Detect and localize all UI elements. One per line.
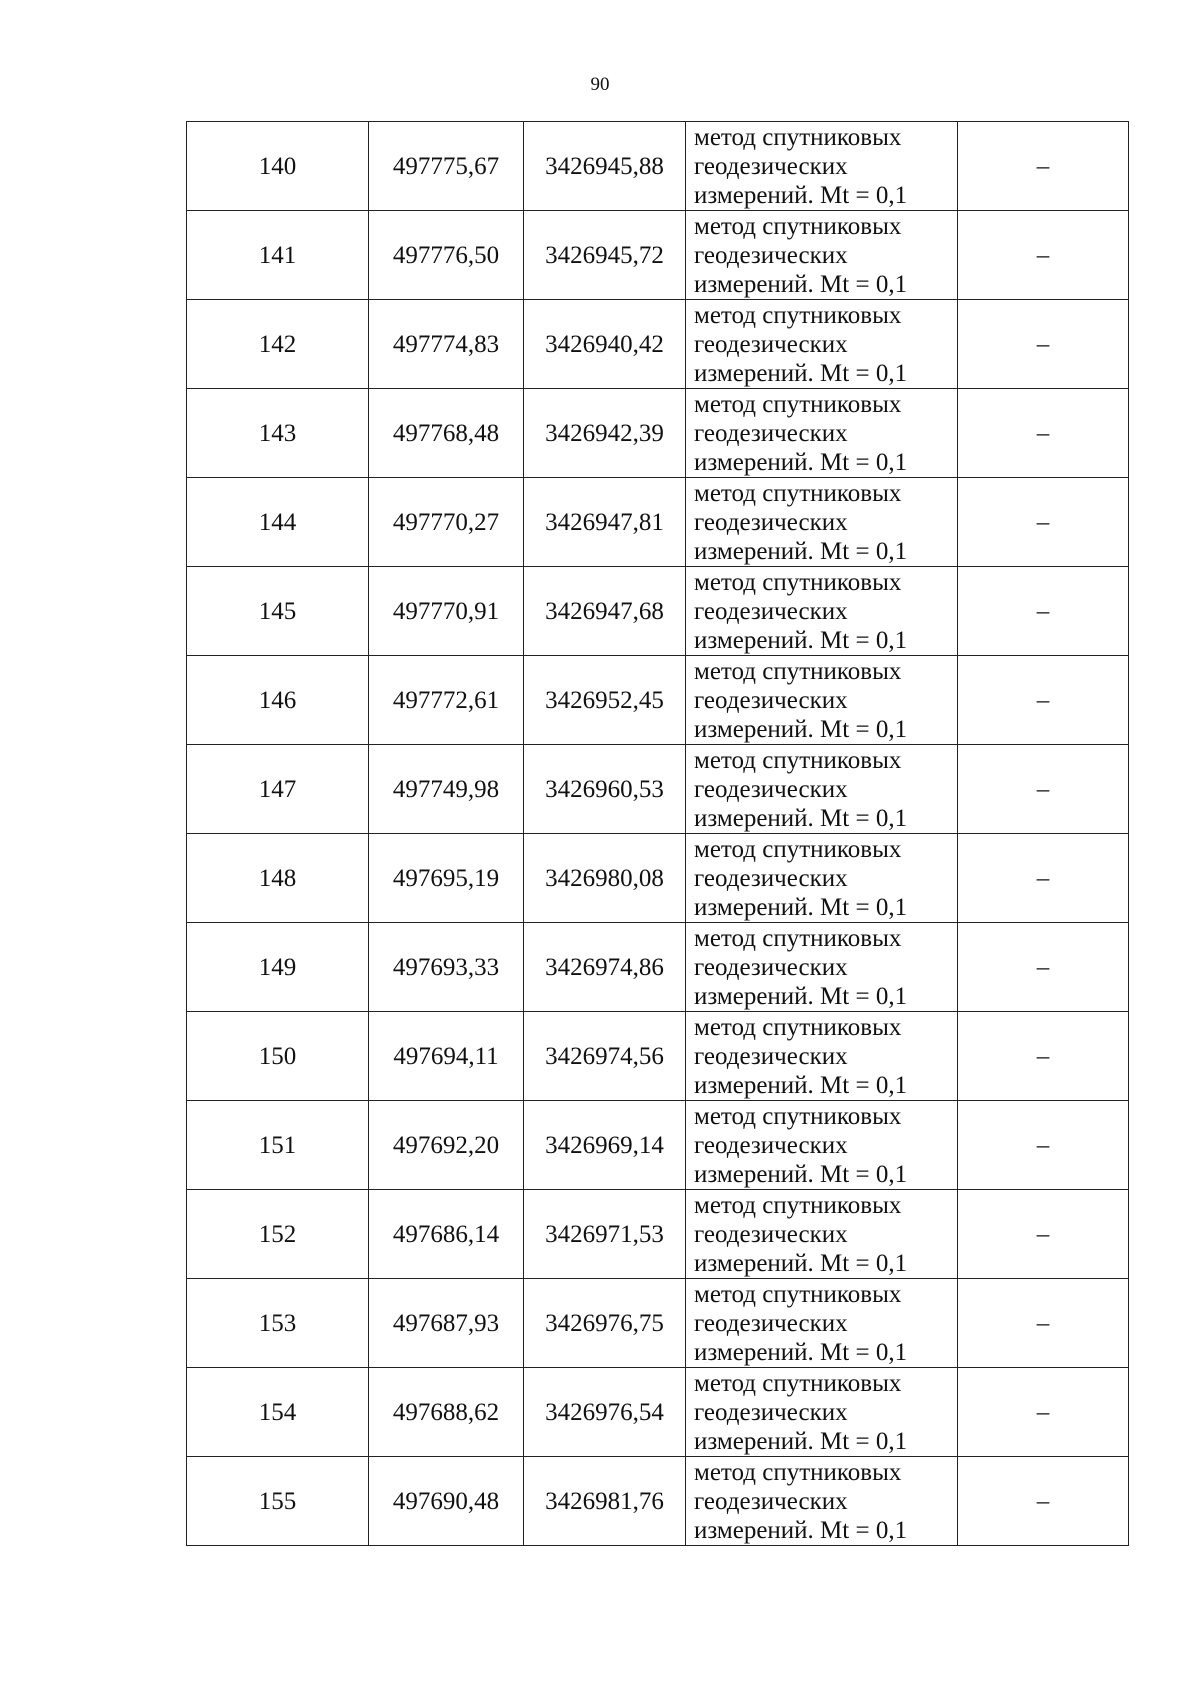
method-line: измерений. Mt = 0,1 — [694, 626, 908, 654]
method-line: геодезических — [694, 775, 848, 803]
method-line: метод спутниковых — [694, 1280, 902, 1308]
method-line: измерений. Mt = 0,1 — [694, 804, 908, 832]
method-line: метод спутниковых — [694, 924, 902, 952]
method-line: измерений. Mt = 0,1 — [694, 982, 908, 1010]
method-line: метод спутниковых — [694, 301, 902, 329]
table-row — [187, 211, 1129, 300]
method-cell — [686, 745, 958, 834]
y-coordinate-cell: 3426940,42 — [524, 300, 686, 389]
point-number-cell: 153 — [187, 1279, 369, 1368]
point-number-cell: 144 — [187, 478, 369, 567]
table-row — [187, 478, 1129, 567]
point-number-cell: 140 — [187, 122, 369, 211]
y-coordinate-cell: 3426969,14 — [524, 1101, 686, 1190]
method-line: геодезических — [694, 597, 848, 625]
method-cell — [686, 1101, 958, 1190]
method-cell — [686, 1190, 958, 1279]
y-coordinate-cell: 3426976,54 — [524, 1368, 686, 1457]
x-coordinate-cell: 497687,93 — [369, 1279, 524, 1368]
table-row — [187, 1457, 1129, 1546]
method-cell — [686, 1457, 958, 1546]
table-row — [187, 745, 1129, 834]
method-line: геодезических — [694, 1398, 848, 1426]
table-row — [187, 122, 1129, 211]
y-coordinate-cell: 3426980,08 — [524, 834, 686, 923]
point-number-cell: 142 — [187, 300, 369, 389]
method-line: геодезических — [694, 1131, 848, 1159]
method-cell — [686, 656, 958, 745]
method-line: измерений. Mt = 0,1 — [694, 1249, 908, 1277]
note-cell: – — [958, 1012, 1129, 1101]
point-number-cell: 143 — [187, 389, 369, 478]
method-line: измерений. Mt = 0,1 — [694, 537, 908, 565]
method-line: метод спутниковых — [694, 212, 902, 240]
method-line: метод спутниковых — [694, 657, 902, 685]
method-line: геодезических — [694, 864, 848, 892]
method-line: геодезических — [694, 241, 848, 269]
method-line: измерений. Mt = 0,1 — [694, 1160, 908, 1188]
note-cell: – — [958, 478, 1129, 567]
x-coordinate-cell: 497695,19 — [369, 834, 524, 923]
method-cell — [686, 1279, 958, 1368]
method-line: измерений. Mt = 0,1 — [694, 359, 908, 387]
method-cell — [686, 300, 958, 389]
method-line: метод спутниковых — [694, 746, 902, 774]
point-number-cell: 146 — [187, 656, 369, 745]
method-line: измерений. Mt = 0,1 — [694, 715, 908, 743]
y-coordinate-cell: 3426942,39 — [524, 389, 686, 478]
method-line: геодезических — [694, 152, 848, 180]
method-line: измерений. Mt = 0,1 — [694, 448, 908, 476]
point-number-cell: 149 — [187, 923, 369, 1012]
coordinates-table — [186, 121, 1129, 1546]
method-cell — [686, 211, 958, 300]
x-coordinate-cell: 497749,98 — [369, 745, 524, 834]
method-line: геодезических — [694, 419, 848, 447]
method-cell — [686, 1368, 958, 1457]
table-row — [187, 567, 1129, 656]
x-coordinate-cell: 497776,50 — [369, 211, 524, 300]
table-row — [187, 300, 1129, 389]
method-cell — [686, 1012, 958, 1101]
x-coordinate-cell: 497772,61 — [369, 656, 524, 745]
x-coordinate-cell: 497770,27 — [369, 478, 524, 567]
method-line: метод спутниковых — [694, 1369, 902, 1397]
method-line: метод спутниковых — [694, 123, 902, 151]
table-row — [187, 1368, 1129, 1457]
method-line: измерений. Mt = 0,1 — [694, 181, 908, 209]
x-coordinate-cell: 497686,14 — [369, 1190, 524, 1279]
x-coordinate-cell: 497774,83 — [369, 300, 524, 389]
method-line: измерений. Mt = 0,1 — [694, 1071, 908, 1099]
table-row — [187, 656, 1129, 745]
method-line: геодезических — [694, 330, 848, 358]
note-cell: – — [958, 923, 1129, 1012]
method-line: измерений. Mt = 0,1 — [694, 270, 908, 298]
point-number-cell: 145 — [187, 567, 369, 656]
point-number-cell: 154 — [187, 1368, 369, 1457]
x-coordinate-cell: 497693,33 — [369, 923, 524, 1012]
method-cell — [686, 478, 958, 567]
note-cell: – — [958, 211, 1129, 300]
y-coordinate-cell: 3426981,76 — [524, 1457, 686, 1546]
y-coordinate-cell: 3426974,86 — [524, 923, 686, 1012]
note-cell: – — [958, 122, 1129, 211]
method-line: метод спутниковых — [694, 835, 902, 863]
note-cell: – — [958, 1368, 1129, 1457]
y-coordinate-cell: 3426945,88 — [524, 122, 686, 211]
coordinates-table-body — [187, 122, 1129, 1546]
point-number-cell: 151 — [187, 1101, 369, 1190]
table-row — [187, 1190, 1129, 1279]
note-cell: – — [958, 1101, 1129, 1190]
method-line: геодезических — [694, 508, 848, 536]
note-cell: – — [958, 1457, 1129, 1546]
y-coordinate-cell: 3426974,56 — [524, 1012, 686, 1101]
method-line: геодезических — [694, 1220, 848, 1248]
method-line: метод спутниковых — [694, 1191, 902, 1219]
x-coordinate-cell: 497770,91 — [369, 567, 524, 656]
table-row — [187, 923, 1129, 1012]
y-coordinate-cell: 3426976,75 — [524, 1279, 686, 1368]
y-coordinate-cell: 3426952,45 — [524, 656, 686, 745]
y-coordinate-cell: 3426945,72 — [524, 211, 686, 300]
table-row — [187, 1101, 1129, 1190]
x-coordinate-cell: 497688,62 — [369, 1368, 524, 1457]
method-line: метод спутниковых — [694, 1102, 902, 1130]
method-line: геодезических — [694, 1487, 848, 1515]
note-cell: – — [958, 656, 1129, 745]
method-cell — [686, 389, 958, 478]
y-coordinate-cell: 3426971,53 — [524, 1190, 686, 1279]
method-cell — [686, 923, 958, 1012]
method-line: измерений. Mt = 0,1 — [694, 1338, 908, 1366]
method-line: геодезических — [694, 686, 848, 714]
point-number-cell: 141 — [187, 211, 369, 300]
point-number-cell: 150 — [187, 1012, 369, 1101]
method-cell — [686, 122, 958, 211]
table-row — [187, 1279, 1129, 1368]
table-row — [187, 834, 1129, 923]
method-line: метод спутниковых — [694, 568, 902, 596]
x-coordinate-cell: 497692,20 — [369, 1101, 524, 1190]
note-cell: – — [958, 567, 1129, 656]
table-row — [187, 1012, 1129, 1101]
point-number-cell: 148 — [187, 834, 369, 923]
method-line: метод спутниковых — [694, 1458, 902, 1486]
method-line: геодезических — [694, 1042, 848, 1070]
method-line: метод спутниковых — [694, 1013, 902, 1041]
method-line: измерений. Mt = 0,1 — [694, 893, 908, 921]
method-line: измерений. Mt = 0,1 — [694, 1427, 908, 1455]
method-line: измерений. Mt = 0,1 — [694, 1516, 908, 1544]
method-line: метод спутниковых — [694, 479, 902, 507]
note-cell: – — [958, 300, 1129, 389]
y-coordinate-cell: 3426947,81 — [524, 478, 686, 567]
point-number-cell: 147 — [187, 745, 369, 834]
x-coordinate-cell: 497694,11 — [369, 1012, 524, 1101]
method-cell — [686, 567, 958, 656]
y-coordinate-cell: 3426960,53 — [524, 745, 686, 834]
y-coordinate-cell: 3426947,68 — [524, 567, 686, 656]
note-cell: – — [958, 834, 1129, 923]
page-number: 90 — [590, 74, 610, 95]
x-coordinate-cell: 497768,48 — [369, 389, 524, 478]
note-cell: – — [958, 1190, 1129, 1279]
x-coordinate-cell: 497690,48 — [369, 1457, 524, 1546]
method-line: геодезических — [694, 1309, 848, 1337]
table-row — [187, 389, 1129, 478]
note-cell: – — [958, 389, 1129, 478]
method-line: геодезических — [694, 953, 848, 981]
x-coordinate-cell: 497775,67 — [369, 122, 524, 211]
note-cell: – — [958, 1279, 1129, 1368]
method-line: метод спутниковых — [694, 390, 902, 418]
method-cell — [686, 834, 958, 923]
point-number-cell: 155 — [187, 1457, 369, 1546]
point-number-cell: 152 — [187, 1190, 369, 1279]
note-cell: – — [958, 745, 1129, 834]
